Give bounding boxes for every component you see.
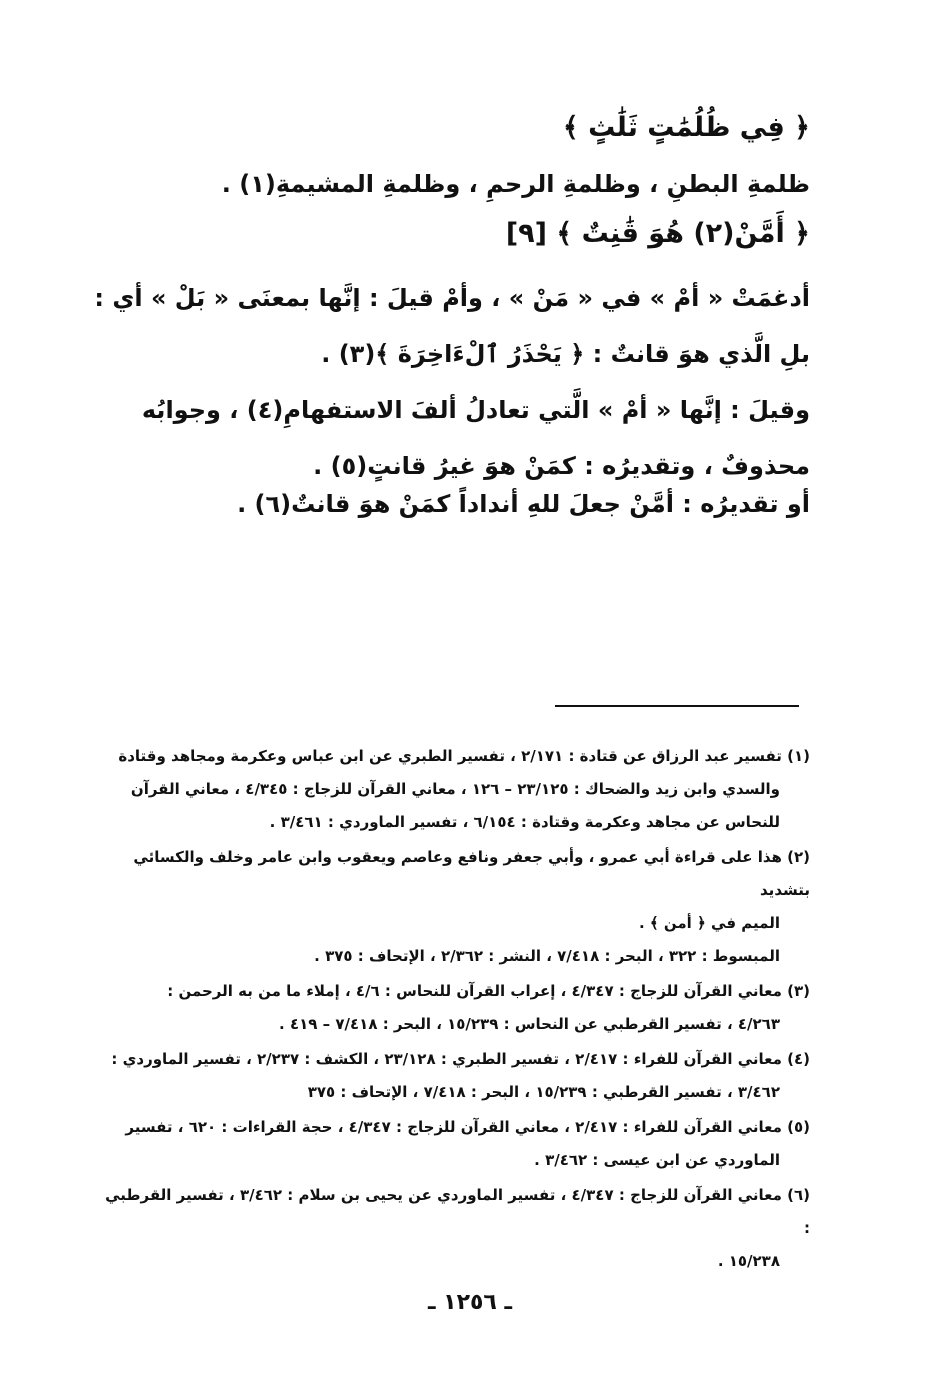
footnote-line: (٤) معاني القرآن للفراء : ٢/٤١٧ ، تفسير الطبري : ٢٣/١٢٨ ، الكشف : ٢/٢٣٧ ، تفسير الماوردي :	[111, 1050, 810, 1068]
quran-verse-2: ﴿ أَمَّنْ(٢) هُوَ قَٰنِتٌ ﴾ [٩]	[505, 218, 810, 249]
footnote-line: ٣/٤٦٢ ، تفسير القرطبي : ١٥/٢٣٩ ، البحر : ٧/٤١٨ ، الإتحاف : ٣٧٥	[307, 1083, 780, 1101]
footnotes-section	[105, 740, 810, 1280]
quran-verse-1: ﴿ فِي ظُلُمَٰتٍ ثَلَٰثٍ ﴾	[562, 112, 810, 143]
commentary-line-1: ظلمةِ البطنِ ، وظلمةِ الرحمِ ، وظلمةِ المشيمةِ(١) .	[221, 170, 810, 198]
footnote-1	[105, 740, 810, 839]
footnote-line: والسدي وابن زيد والضحاك : ٢٣/١٢٥ – ١٢٦ ، معاني القرآن للزجاج : ٤/٣٤٥ ، معاني القرآن	[130, 780, 780, 798]
footnote-line: (١) تفسير عبد الرزاق عن قتادة : ٢/١٧١ ، تفسير الطبري عن ابن عباس وعكرمة ومجاهد وقتادة	[118, 747, 810, 765]
footnote-3	[105, 975, 810, 1041]
footnote-line: ١٥/٢٣٨ .	[717, 1252, 780, 1270]
commentary-line-2: أو تقديرُه : أمَّنْ جعلَ للهِ أنداداً كمَنْ هوَ قانتٌ(٦) .	[237, 490, 810, 518]
footnote-line: ٤/٢٦٣ ، تفسير القرطبي عن النحاس : ١٥/٢٣٩ ، البحر : ٧/٤١٨ – ٤١٩ .	[279, 1015, 780, 1033]
footnote-5	[105, 1111, 810, 1177]
footnote-divider	[555, 705, 799, 707]
footnote-2	[105, 841, 810, 973]
footnote-line: (٢) هذا على قراءة أبي عمرو ، وأبي جعفر ونافع وعاصم ويعقوب وابن عامر وخلف والكسائي بتشديد	[133, 848, 810, 899]
page-number: ـ ١٢٥٦ ـ	[427, 1290, 513, 1315]
commentary-paragraph-2: وقيلَ : إنَّها « أمْ » الَّتي تعادلُ ألفَ الاستفهامِ(٤) ، وجوابُه محذوفٌ ، وتقديرُه : كمَنْ هوَ غيرُ قانتٍ(٥) .	[141, 396, 810, 480]
footnote-6	[105, 1179, 810, 1278]
footnote-line: الميم في ﴿ أمن ﴾ .	[638, 914, 780, 932]
commentary-paragraph-1: أدغمَتْ « أمْ » في « مَنْ » ، وأمْ قيلَ : إنَّها بمعنَى « بَلْ » أي : بلِ الَّذي هوَ قانتٌ : ﴿ يَحْذَرُ ٱلْءَاخِرَةَ ﴾(٣) .	[94, 284, 810, 368]
footnote-line: الماوردي عن ابن عيسى : ٣/٤٦٢ .	[534, 1151, 780, 1169]
footnote-line: للنحاس عن مجاهد وعكرمة وقتادة : ٦/١٥٤ ، تفسير الماوردي : ٣/٤٦١ .	[269, 813, 780, 831]
footnote-line: (٥) معاني القرآن للفراء : ٢/٤١٧ ، معاني القرآن للزجاج : ٤/٣٤٧ ، حجة القراءات : ٦٢٠ ، تفسير	[125, 1118, 810, 1136]
footnote-4	[105, 1043, 810, 1109]
footnote-line: (٦) معاني القرآن للزجاج : ٤/٣٤٧ ، تفسير الماوردي عن يحيى بن سلام : ٣/٤٦٢ ، تفسير القرطبي :	[105, 1186, 810, 1237]
footnote-line: (٣) معاني القرآن للزجاج : ٤/٣٤٧ ، إعراب القرآن للنحاس : ٤/٦ ، إملاء ما من به الرحمن :	[167, 982, 810, 1000]
footnote-line: المبسوط : ٣٢٢ ، البحر : ٧/٤١٨ ، النشر : ٢/٣٦٢ ، الإتحاف : ٣٧٥ .	[314, 947, 780, 965]
